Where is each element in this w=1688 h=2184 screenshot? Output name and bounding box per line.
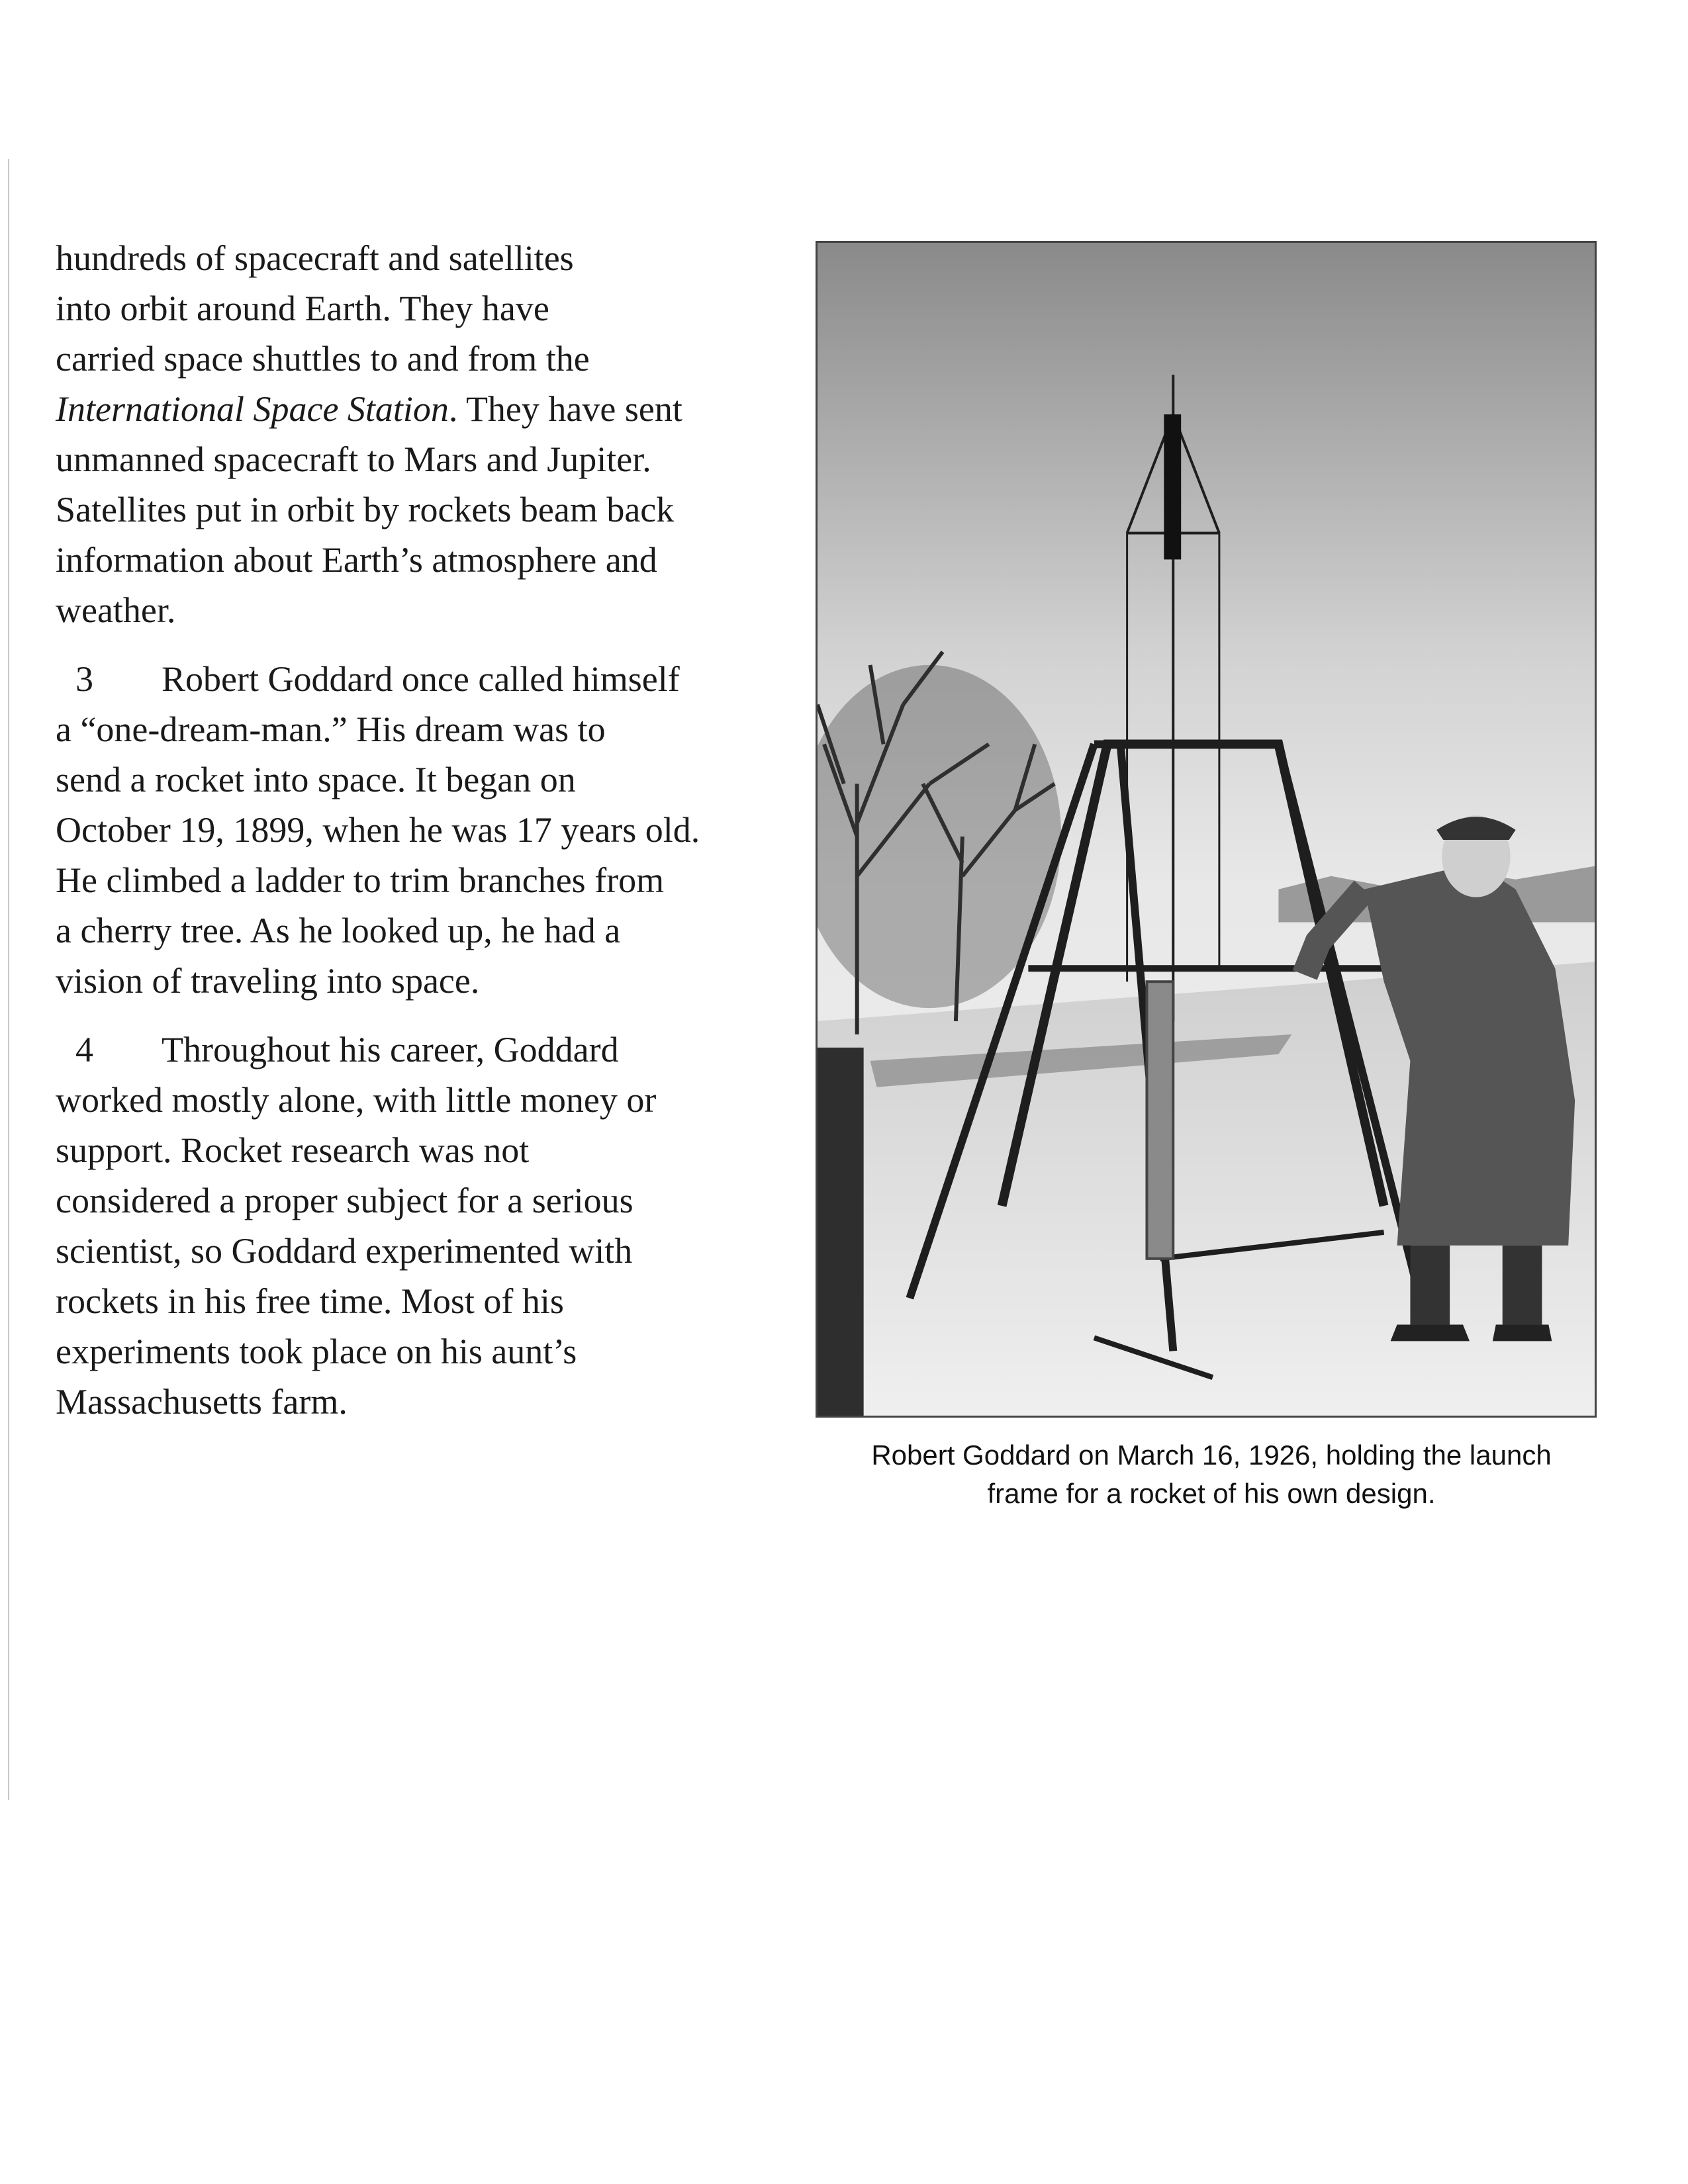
text-line: October 19, 1899, when he was 17 years old. (56, 810, 700, 850)
italic-station-name: International Space Station (56, 389, 449, 429)
caption-line: Robert Goddard on March 16, 1926, holding the launch (871, 1439, 1552, 1471)
text-line: Throughout his career, Goddard (162, 1030, 619, 1069)
paragraph-number: 4 (75, 1030, 93, 1069)
text-line: send a rocket into space. It began on (56, 760, 576, 799)
text-line: unmanned spacecraft to Mars and Jupiter. (56, 439, 651, 479)
goddard-rocket-photo (816, 241, 1597, 1418)
paragraph-2-continued (56, 233, 790, 635)
text-line: a cherry tree. As he looked up, he had a (56, 911, 621, 950)
text-line: Satellites put in orbit by rockets beam back (56, 490, 675, 529)
text-line: into orbit around Earth. They have (56, 289, 549, 328)
caption-line: frame for a rocket of his own design. (987, 1478, 1436, 1509)
paragraph-3 (56, 654, 790, 1006)
text-line: carried space shuttles to and from the (56, 339, 590, 379)
text-line: hundreds of spacecraft and satellites (56, 238, 574, 278)
text-line: . They have sent (448, 389, 682, 429)
paragraph-number: 3 (75, 659, 93, 699)
text-line: He climbed a ladder to trim branches from (56, 860, 665, 900)
text-line: weather. (56, 590, 176, 630)
paragraph-4 (56, 1024, 790, 1427)
text-line: vision of traveling into space. (56, 961, 480, 1001)
text-line: scientist, so Goddard experimented with (56, 1231, 633, 1271)
figure-caption (794, 1436, 1628, 1513)
text-line: Massachusetts farm. (56, 1382, 348, 1422)
text-line: rockets in his free time. Most of his (56, 1281, 564, 1321)
text-line: considered a proper subject for a serious (56, 1181, 633, 1220)
text-line: Robert Goddard once called himself (162, 659, 680, 699)
page-margin-rule (8, 159, 9, 1800)
text-line: worked mostly alone, with little money or (56, 1080, 657, 1120)
text-line: experiments took place on his aunt’s (56, 1332, 577, 1371)
text-line: information about Earth’s atmosphere and (56, 540, 657, 580)
body-text-column (56, 233, 790, 1445)
text-line: a “one-dream-man.” His dream was to (56, 709, 606, 749)
photo-illustration (818, 243, 1595, 1416)
text-line: support. Rocket research was not (56, 1130, 530, 1170)
